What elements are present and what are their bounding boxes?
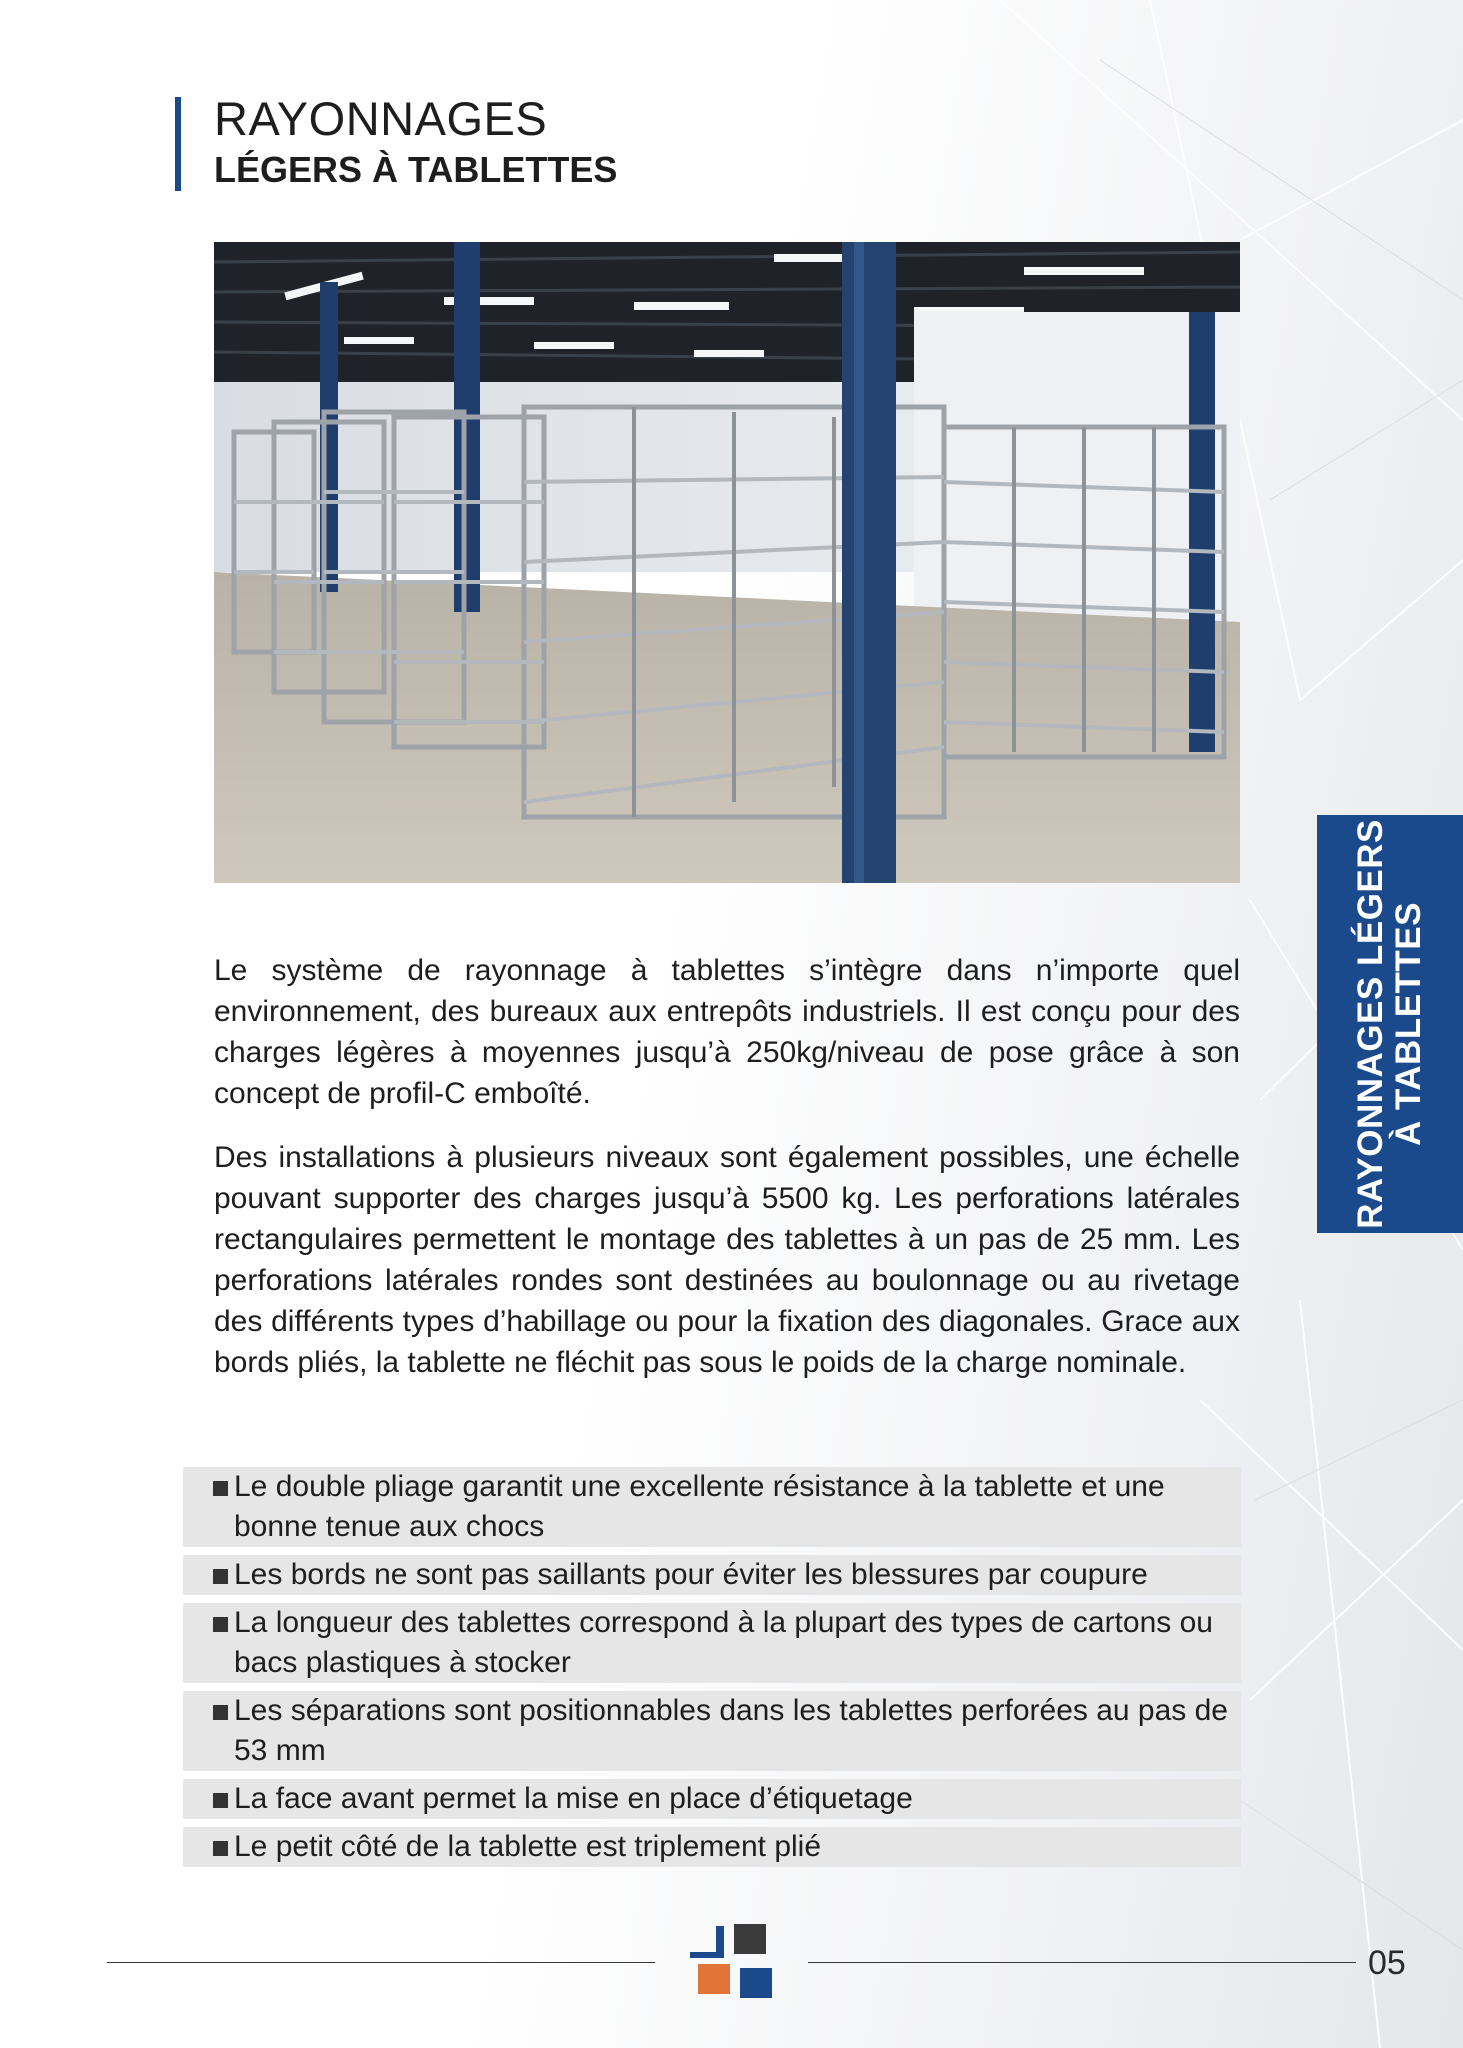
bullet-square-icon xyxy=(213,1569,228,1584)
bullet-square-icon xyxy=(213,1841,228,1856)
bullet-square-icon xyxy=(213,1793,228,1808)
details-paragraph: Des installations à plusieurs niveaux sont également possibles, une échelle pouvant supporter des charges jusqu’à 5500 kg. Les perforations latérales rectangulaires permettent le montage des tablettes à un pas de 25 mm. Les perforations latérales rondes sont destinées au boulonnage ou au rivetage des différents types d’habillage ou pour la fixation des diagonales. Grace aux bords pliés, la tablette ne fléchit pas sous le poids de la charge nominale. xyxy=(214,1141,1240,1379)
brand-logo-icon xyxy=(688,1924,776,2008)
feature-text: La longueur des tablettes correspond à la plupart des types de cartons ou bacs plastiques à stocker xyxy=(234,1606,1213,1679)
list-item xyxy=(183,1603,1241,1683)
side-tab-line2: À TABLETTES xyxy=(1389,901,1428,1147)
page-number: 05 xyxy=(1368,1944,1406,1982)
feature-text: Les séparations sont positionnables dans les tablettes perforées au pas de 53 mm xyxy=(234,1694,1228,1767)
side-tab-line1: RAYONNAGES LÉGERS xyxy=(1351,819,1390,1229)
section-side-tab xyxy=(1317,815,1463,1233)
feature-text: La face avant permet la mise en place d’étiquetage xyxy=(234,1782,913,1815)
intro-paragraph: Le système de rayonnage à tablettes s’intègre dans n’importe quel environnement, des bureaux aux entrepôts industriels. Il est conçu pour des charges légères à moyennes jusqu’à 250kg/niveau de pose grâce à son concept de profil-C emboîté. xyxy=(214,954,1240,1110)
bullet-square-icon xyxy=(213,1481,228,1496)
title-accent-bar xyxy=(175,97,181,191)
bullet-square-icon xyxy=(213,1617,228,1632)
list-item xyxy=(183,1555,1241,1595)
feature-text: Le double pliage garantit une excellente résistance à la tablette et une bonne tenue aux chocs xyxy=(234,1470,1165,1543)
feature-text: Le petit côté de la tablette est triplement plié xyxy=(234,1830,822,1863)
side-tab-label xyxy=(1352,819,1428,1229)
bullet-square-icon xyxy=(213,1705,228,1720)
feature-text: Les bords ne sont pas saillants pour éviter les blessures par coupure xyxy=(234,1558,1148,1591)
feature-list xyxy=(183,1467,1241,1875)
list-item xyxy=(183,1691,1241,1771)
footer-rule-right xyxy=(808,1962,1356,1963)
list-item xyxy=(183,1827,1241,1867)
footer-rule-left xyxy=(107,1962,655,1963)
list-item xyxy=(183,1467,1241,1547)
list-item xyxy=(183,1779,1241,1819)
page-subtitle: LÉGERS À TABLETTES xyxy=(214,149,618,190)
page-title: RAYONNAGES xyxy=(214,92,548,145)
warehouse-shelving-photo xyxy=(214,242,1240,883)
